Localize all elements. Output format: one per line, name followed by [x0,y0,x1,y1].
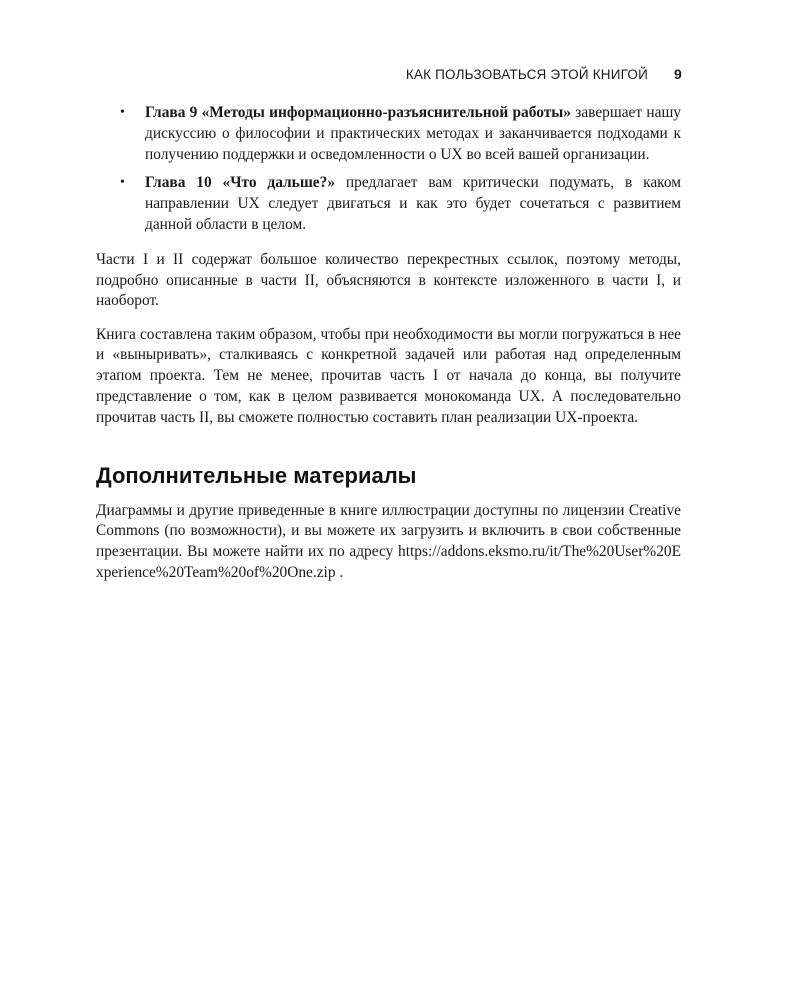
chapter-title: Глава 9 «Методы информационно-разъяснительной работы» [145,104,571,121]
chapter-description: завершает нашу дискуссию о философии и практических методах и заканчивается подходами к получению поддержки и осведомленности о UX во всей вашей организации. [145,104,681,163]
chapter-description: предлагает вам критически подумать, в каком направлении UX следует двигаться и как это будет сочетаться с развитием данной области в целом. [145,174,681,233]
running-title: КАК ПОЛЬЗОВАТЬСЯ ЭТОЙ КНИГОЙ [405,67,648,82]
section-text: Диаграммы и другие приведенные в книге иллюстрации доступны по лицензии Creative Commons (по возможности), и вы можете их загрузить и включить в свои собственные презентации. Вы можете найти их по адресу [96,501,681,561]
section-heading: Дополнительные материалы [96,462,417,488]
bullet-icon: • [120,175,125,191]
body-paragraph: Части I и II содержат большое количество перекрестных ссылок, поэтому методы, подробно описанные в части II, объясняются в контексте изложенного в части I, и наоборот. [96,250,681,310]
bullet-icon: • [120,105,125,120]
page-number: 9 [674,66,682,82]
page-body [96,103,681,596]
list-item [96,103,681,165]
chapter-list [96,103,681,236]
section-paragraph [96,501,681,584]
list-item [96,173,681,235]
chapter-title: Глава 10 «Что дальше?» [145,174,336,192]
url-suffix: . [335,564,344,582]
running-header [406,66,682,82]
body-paragraph: Книга составлена таким образом, чтобы при необходимости вы могли погружаться в нее и «выныривать», сталкиваясь с конкретной задачей или работая над определенным этапом проекта. Тем не менее, прочитав часть I от начала до конца, вы получите представление о том, как в целом развивается монокоманда UX. А последовательно прочитав часть II, вы сможете полностью составить план реализации UX-проекта. [96,325,681,426]
download-link[interactable]: https://addons.eksmo.ru/it/The%20User%20Experience%20Team%20of%20One.zip [96,543,681,582]
